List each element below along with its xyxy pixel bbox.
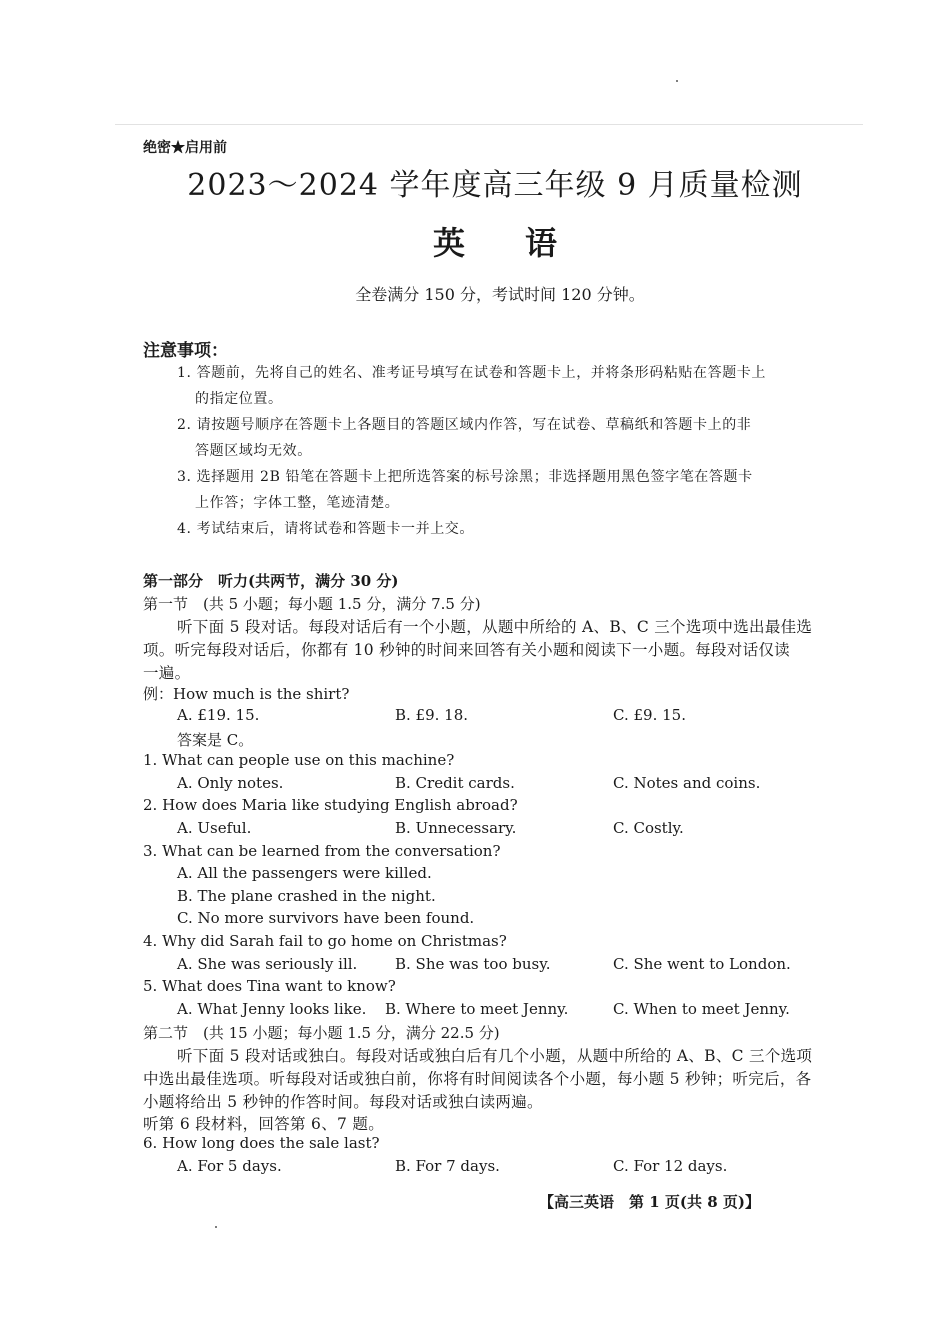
note-line: 上作答；字体工整，笔迹清楚。 [195,495,400,511]
option-b: B. Unnecessary. [395,819,517,837]
question-2: 2. How does Maria like studying English abroad? [143,796,518,814]
note-line: 的指定位置。 [195,391,283,407]
note-line: 答题区域均无效。 [195,443,312,459]
option-b: B. The plane crashed in the night. [177,887,436,905]
option-c: C. Notes and coins. [613,774,761,792]
instruction-line: 听下面 5 段对话。每段对话后有一个小题，从题中所给的 A、B、C 三个选项中选出最佳选 [177,618,813,636]
note-line: 1. 答题前，先将自己的姓名、准考证号填写在试卷和答题卡上，并将条形码粘贴在答题卡上 [177,365,767,381]
note-line: 3. 选择题用 2B 铅笔在答题卡上把所选答案的标号涂黑；非选择题用黑色签字笔在答题卡 [177,469,753,485]
section1-heading: 第一节 (共 5 小题；每小题 1.5 分，满分 7.5 分) [143,595,481,613]
option-c: C. For 12 days. [613,1157,728,1175]
scan-speck [215,1226,217,1228]
option-c: C. She went to London. [613,955,791,973]
instruction-line: 小题将给出 5 秒钟的作答时间。每段对话或独白读两遍。 [143,1093,543,1111]
option-b: B. She was too busy. [395,955,551,973]
option-a: A. What Jenny looks like. [177,1000,367,1018]
question-5: 5. What does Tina want to know? [143,977,396,995]
subject-char: 英 [432,224,465,262]
question-6: 6. How long does the sale last? [143,1134,380,1152]
question-1: 1. What can people use on this machine? [143,751,455,769]
example-answer: 答案是 C。 [177,731,254,749]
option-b: B. Where to meet Jenny. [385,1000,569,1018]
question-4: 4. Why did Sarah fail to go home on Christmas? [143,932,507,950]
section2-heading: 第二节 (共 15 小题；每小题 1.5 分，满分 22.5 分) [143,1024,500,1042]
notes-heading: 注意事项： [143,341,228,361]
part1-heading: 第一部分 听力(共两节，满分 30 分) [143,572,399,590]
subject-title [0,218,950,264]
page-footer: 【高三英语 第 1 页(共 8 页)】 [539,1193,760,1211]
option-c: C. No more survivors have been found. [177,909,475,927]
option-a: A. Only notes. [177,774,284,792]
option-b: B. £9. 18. [395,706,469,724]
top-rule [115,124,863,125]
option-a: A. For 5 days. [177,1157,282,1175]
note-line: 2. 请按题号顺序在答题卡上各题目的答题区域内作答，写在试卷、草稿纸和答题卡上的非 [177,417,752,433]
option-a: A. She was seriously ill. [177,955,358,973]
option-a: A. £19. 15. [177,706,260,724]
instruction-line: 中选出最佳选项。听每段对话或独白前，你将有时间阅读各个小题，每小题 5 秒钟；听完后，各 [143,1070,812,1088]
full-marks-line: 全卷满分 150 分，考试时间 120 分钟。 [355,285,645,304]
subject-char: 语 [525,224,558,262]
option-b: B. Credit cards. [395,774,515,792]
option-b: B. For 7 days. [395,1157,500,1175]
option-a: A. All the passengers were killed. [177,864,432,882]
material-line: 听第 6 段材料，回答第 6、7 题。 [143,1115,384,1133]
instruction-line: 听下面 5 段对话或独白。每段对话或独白后有几个小题，从题中所给的 A、B、C 三个选项 [177,1047,813,1065]
option-c: C. Costly. [613,819,684,837]
exam-title: 2023～2024 学年度高三年级 9 月质量检测 [187,168,803,203]
option-a: A. Useful. [177,819,252,837]
instruction-line: 项。听完每段对话后，你都有 10 秒钟的时间来回答有关小题和阅读下一小题。每段对话仅读 [143,641,790,659]
note-line: 4. 考试结束后，请将试卷和答题卡一并上交。 [177,521,475,537]
example-question: 例：How much is the shirt? [143,685,350,703]
option-c: C. When to meet Jenny. [613,1000,790,1018]
secret-label: 绝密★启用前 [143,140,227,156]
option-c: C. £9. 15. [613,706,686,724]
instruction-line: 一遍。 [143,664,191,682]
question-3: 3. What can be learned from the conversation? [143,842,501,860]
scan-speck [676,80,678,82]
